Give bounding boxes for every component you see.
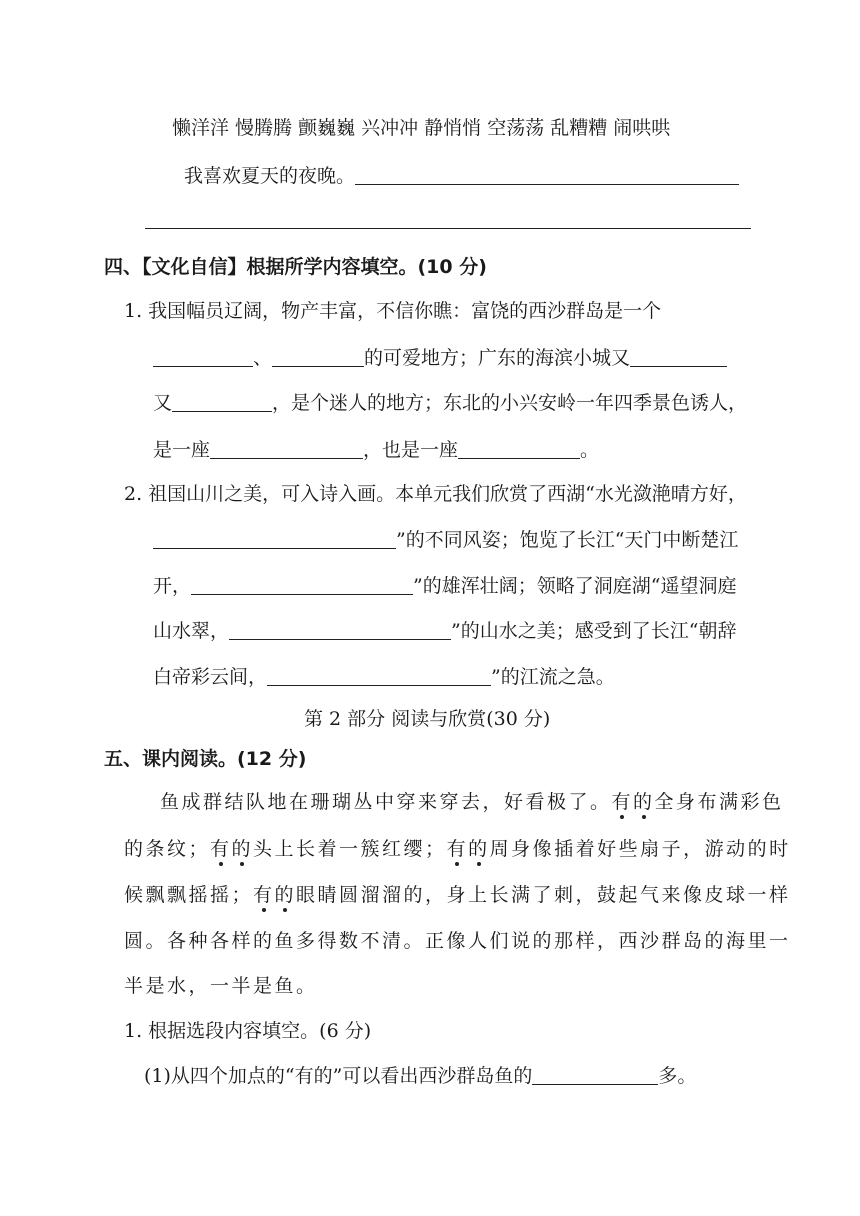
passage-text: 周身像插着好些扇子，游动的时 (489, 838, 791, 860)
dotted-char: 的 (231, 838, 254, 860)
q2-text4: ”的江流之急。 (491, 666, 615, 688)
answer-blank[interactable] (153, 528, 396, 549)
q1-line1: 1. 我国幅员辽阔，物产丰富，不信你瞧：富饶的西沙群岛是一个 (124, 300, 662, 322)
dotted-char: 的 (468, 838, 490, 860)
q2-line3 (153, 573, 736, 599)
q2-text1: ”的不同风姿；饱览了长江“天门中断楚江 (396, 529, 739, 551)
answer-blank[interactable] (229, 619, 451, 640)
dotted-char: 有 (611, 791, 634, 813)
q2-text2: ”的雄浑壮阔；领略了洞庭湖“遥望洞庭 (413, 575, 737, 597)
dotted-char: 有 (210, 838, 232, 860)
passage-line3 (124, 882, 791, 908)
q2-text3: ”的山水之美；感受到了长江“朝辞 (451, 620, 737, 642)
q1-line3 (153, 390, 747, 416)
answer-blank[interactable] (355, 164, 739, 185)
q2-line1: 2. 祖国山川之美，可入诗入画。本单元我们欣赏了西湖“水光潋滟晴方好， (124, 483, 747, 505)
dotted-char: 的 (274, 884, 297, 906)
dotted-char: 有 (253, 884, 275, 906)
passage-text: 眼睛圆溜溜的，身上长满了刺，鼓起气来像皮球一样 (296, 884, 791, 906)
answer-line[interactable] (145, 228, 751, 229)
dotted-char: 有 (446, 838, 469, 860)
q1-you: 又 (153, 392, 173, 414)
answer-blank[interactable] (210, 438, 363, 459)
q2-line4 (153, 618, 736, 644)
q1-text1: 的可爱地方；广东的海滨小城又 (364, 347, 631, 369)
passage-text: 鱼成群结队地在珊瑚丛中穿来穿去，好看极了。 (160, 791, 612, 813)
passage-text: 候飘飘摇摇； (124, 884, 254, 906)
q2-bai: 白帝彩云间， (153, 666, 268, 688)
s5-q1-1-text: (1)从四个加点的“有的”可以看出西沙群岛鱼的 (144, 1065, 533, 1087)
passage-text: 全身布满彩色 (654, 791, 784, 813)
passage-text: 的条纹； (124, 838, 211, 860)
q1-line2 (153, 345, 727, 371)
answer-blank[interactable] (191, 574, 413, 595)
passage-line2 (124, 836, 791, 862)
section4-title: 四、【文化自信】根据所学内容填空。(10 分) (104, 256, 487, 278)
answer-blank[interactable] (532, 1064, 658, 1085)
dotted-char: 的 (633, 791, 655, 813)
q1-text2: ，是个迷人的地方；东北的小兴安岭一年四季景色诱人， (272, 392, 748, 414)
section5-title: 五、课内阅读。(12 分) (104, 748, 307, 770)
sentence-prompt-text: 我喜欢夏天的夜晚。 (184, 165, 356, 187)
q2-line2 (153, 527, 738, 553)
passage-line5: 半是水，一半是鱼。 (124, 975, 318, 997)
answer-blank[interactable] (272, 346, 364, 367)
q2-line5 (153, 664, 615, 690)
sentence-prompt (184, 163, 739, 189)
q2-shan: 山水翠， (153, 620, 230, 642)
word-bank: 懒洋洋 慢腾腾 颤巍巍 兴冲冲 静悄悄 空荡荡 乱糟糟 闹哄哄 (172, 117, 671, 139)
passage-text: 头上长着一簇红缨； (253, 838, 447, 860)
q1-yeshi: ，也是一座 (363, 439, 459, 461)
q1-shi: 是一座 (153, 439, 211, 461)
part2-title: 第 2 部分 阅读与欣赏(30 分) (304, 708, 551, 730)
separator: 、 (253, 347, 273, 369)
q1-line4 (153, 437, 599, 463)
passage-line1 (160, 789, 784, 815)
answer-blank[interactable] (458, 438, 580, 459)
s5-q1-1-end: 多。 (658, 1065, 697, 1087)
answer-blank[interactable] (172, 391, 272, 412)
s5-q1: 1. 根据选段内容填空。(6 分) (124, 1020, 372, 1042)
q1-end: 。 (580, 439, 600, 461)
passage-line4: 圆。各种各样的鱼多得数不清。正像人们说的那样，西沙群岛的海里一 (124, 930, 791, 952)
q2-kai: 开， (153, 575, 192, 597)
s5-q1-1 (144, 1063, 696, 1089)
answer-blank[interactable] (153, 346, 253, 367)
answer-blank[interactable] (630, 346, 727, 367)
answer-blank[interactable] (267, 665, 491, 686)
